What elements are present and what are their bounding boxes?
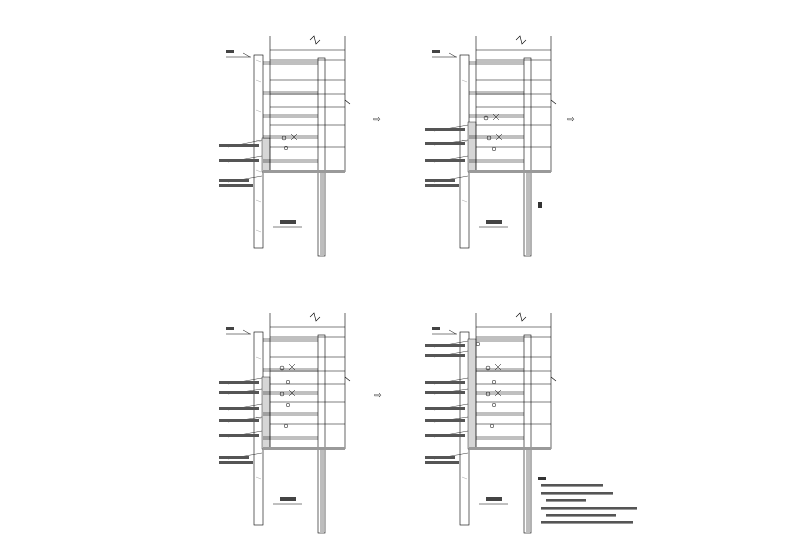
sequence-arrow-1: ⇨ — [373, 115, 381, 125]
base-slab — [263, 170, 345, 173]
step-2-caption — [479, 220, 508, 227]
removal-marks — [484, 114, 502, 151]
removal-marks — [282, 134, 297, 150]
construction-step-3 — [219, 313, 350, 533]
right-column-pile — [524, 58, 531, 256]
sequence-arrow-2: ⇨ — [567, 115, 575, 125]
base-slab — [469, 447, 551, 450]
right-column-pile — [524, 335, 531, 533]
ground-level-marker — [226, 50, 251, 57]
construction-step-4 — [425, 313, 556, 533]
retaining-pile-wall — [254, 332, 263, 525]
backfill-zone — [468, 122, 476, 172]
retaining-pile-wall — [460, 332, 469, 525]
drawing-notes — [538, 477, 637, 524]
base-slab — [469, 170, 551, 173]
backfill-zone — [468, 339, 476, 449]
base-slab — [263, 447, 345, 450]
right-column-pile — [318, 335, 325, 533]
step-1-labels — [219, 144, 259, 187]
step-2-side-mark — [538, 202, 542, 208]
building-structure — [476, 36, 556, 172]
right-column-pile — [318, 58, 325, 256]
backfill-zone — [262, 138, 270, 172]
construction-step-2 — [425, 36, 556, 256]
ground-level-marker — [226, 327, 251, 334]
retaining-pile-wall — [460, 55, 469, 248]
building-structure — [270, 313, 350, 449]
step-1-caption — [273, 220, 302, 227]
ground-level-marker — [432, 327, 457, 334]
removal-marks — [280, 364, 295, 428]
sequence-arrow-3: ⇨ — [374, 391, 382, 401]
building-structure — [270, 36, 350, 172]
step-3-caption — [273, 497, 302, 504]
step-4-caption — [479, 497, 508, 504]
retaining-pile-wall — [254, 55, 263, 248]
construction-step-1 — [219, 36, 350, 256]
step-3-labels — [219, 381, 259, 464]
building-structure — [476, 313, 556, 449]
step-4-labels — [425, 344, 465, 464]
ground-level-marker — [432, 50, 457, 57]
